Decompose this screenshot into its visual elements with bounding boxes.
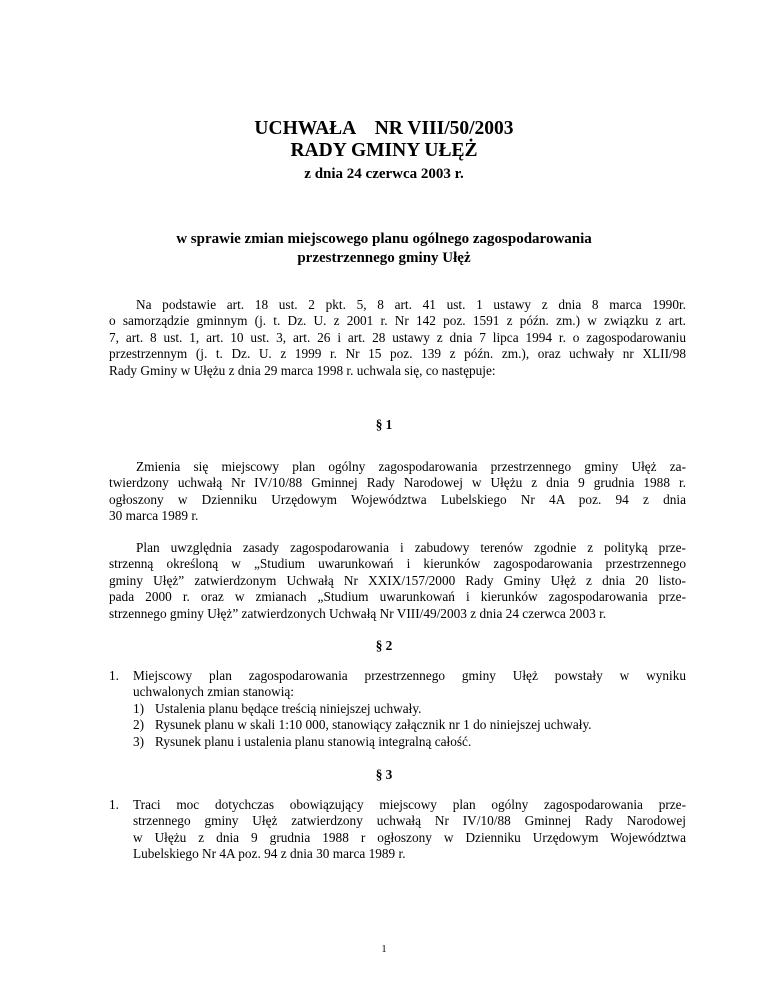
subject-line: w sprawie zmian miejscowego planu ogólnego zagospodarowania — [176, 231, 592, 247]
text-line: pada 2000 r. oraz w zmianach „Studium uwarunkowań i kierunków zagospodarowania prze- — [109, 589, 686, 605]
list-item-continuation: strzennego gminy Ułęż zatwierdzony uchwałą Nr IV/10/88 Gminnej Rady Narodowej — [133, 813, 686, 829]
sub-item-text: Rysunek planu i ustalenia planu stanowią integralną całość. — [155, 733, 472, 749]
sub-item-number: 2) — [133, 717, 145, 733]
list-item — [109, 797, 686, 813]
sub-item — [109, 734, 686, 750]
list-item-continuation: Lubelskiego Nr 4A poz. 94 z dnia 30 marca 1989 r. — [133, 846, 406, 862]
list-item — [109, 668, 686, 684]
resolution-subject — [100, 230, 668, 268]
text-line: Zmienia się miejscowy plan ogólny zagospodarowania przestrzennego gminy Ułęż za- — [136, 459, 686, 474]
list-number: 1. — [109, 668, 119, 683]
text-line: o samorządzie gminnym (j. t. Dz. U. z 2001 r. Nr 142 poz. 1591 z późn. zm.) w związku z art. — [109, 313, 686, 329]
resolution-header — [0, 118, 768, 184]
sub-item — [109, 701, 686, 717]
resolution-title: UCHWAŁA NR VIII/50/2003 — [254, 118, 514, 139]
section-heading-2: § 2 — [375, 638, 393, 653]
text-line: przestrzennym (j. t. Dz. U. z 1999 r. Nr 15 poz. 139 z późn. zm.), oraz uchwały nr XLII/98 — [109, 346, 686, 362]
sub-item-number: 1) — [133, 700, 145, 716]
list-number: 1. — [109, 797, 119, 812]
section3-list — [109, 797, 686, 863]
subject-line: przestrzennego gminy Ułęż — [297, 250, 471, 266]
section1-paragraph1 — [109, 459, 686, 525]
text-line: Na podstawie art. 18 ust. 2 pkt. 5, 8 art. 41 ust. 1 ustawy z dnia 8 marca 1990r. — [136, 297, 686, 312]
list-item-continuation: uchwalonych zmian stanowią: — [133, 684, 294, 700]
sub-item-number: 3) — [133, 733, 145, 749]
sub-item — [109, 717, 686, 733]
text-line: Rady Gminy w Ułężu z dnia 29 marca 1998 r. uchwala się, co następuje: — [109, 362, 496, 378]
list-item-continuation: w Ułężu z dnia 9 grudnia 1988 r ogłoszony w Dzienniku Urzędowym Województwa — [133, 829, 686, 845]
text-line: twierdzony uchwałą Nr IV/10/88 Gminnej Rady Narodowej w Ułężu z dnia 9 grudnia 1988 r. — [109, 475, 686, 491]
section1-paragraph2 — [109, 540, 686, 622]
section-heading-1: § 1 — [375, 417, 393, 432]
text-line: strzenną określoną w „Studium uwarunkowań i kierunków zagospodarowania przestrzennego — [109, 556, 686, 572]
sub-item-text: Ustalenia planu będące treścią niniejszej uchwały. — [155, 700, 422, 716]
list-text: Traci moc dotychczas obowiązujący miejscowy plan ogólny zagospodarowania prze- — [133, 797, 686, 812]
preamble-paragraph — [109, 297, 686, 379]
text-line: 7, art. 8 ust. 1, art. 10 ust. 3, art. 26 i art. 28 ustawy z dnia 7 lipca 1994 r. o zagospodarowaniu — [109, 329, 686, 345]
text-line: gminy Ułęż” zatwierdzonym Uchwałą Nr XXIX/157/2000 Rady Gminy Ułęż z dnia 20 listo- — [109, 572, 686, 588]
text-line: 30 marca 1989 r. — [109, 508, 199, 524]
text-line: strzennego gminy Ułęż” zatwierdzonych Uchwałą Nr VIII/49/2003 z dnia 24 czerwca 2003 r. — [109, 605, 607, 621]
text-line: Plan uwzględnia zasady zagospodarowania i zabudowy terenów zgodnie z polityką prze- — [136, 540, 686, 555]
section2-list — [109, 668, 686, 750]
section-heading-3: § 3 — [375, 767, 393, 782]
text-line: ogłoszony w Dzienniku Urzędowym Województwa Lubelskiego Nr 4A poz. 94 z dnia — [109, 491, 686, 507]
page-number: 1 — [381, 944, 387, 955]
council-name: RADY GMINY UŁĘŻ — [290, 140, 478, 161]
sub-item-text: Rysunek planu w skali 1:10 000, stanowiący załącznik nr 1 do niniejszej uchwały. — [155, 717, 592, 733]
resolution-date: z dnia 24 czerwca 2003 r. — [304, 166, 464, 182]
list-text: Miejscowy plan zagospodarowania przestrzennego gminy Ułęż powstały w wyniku — [133, 668, 686, 683]
